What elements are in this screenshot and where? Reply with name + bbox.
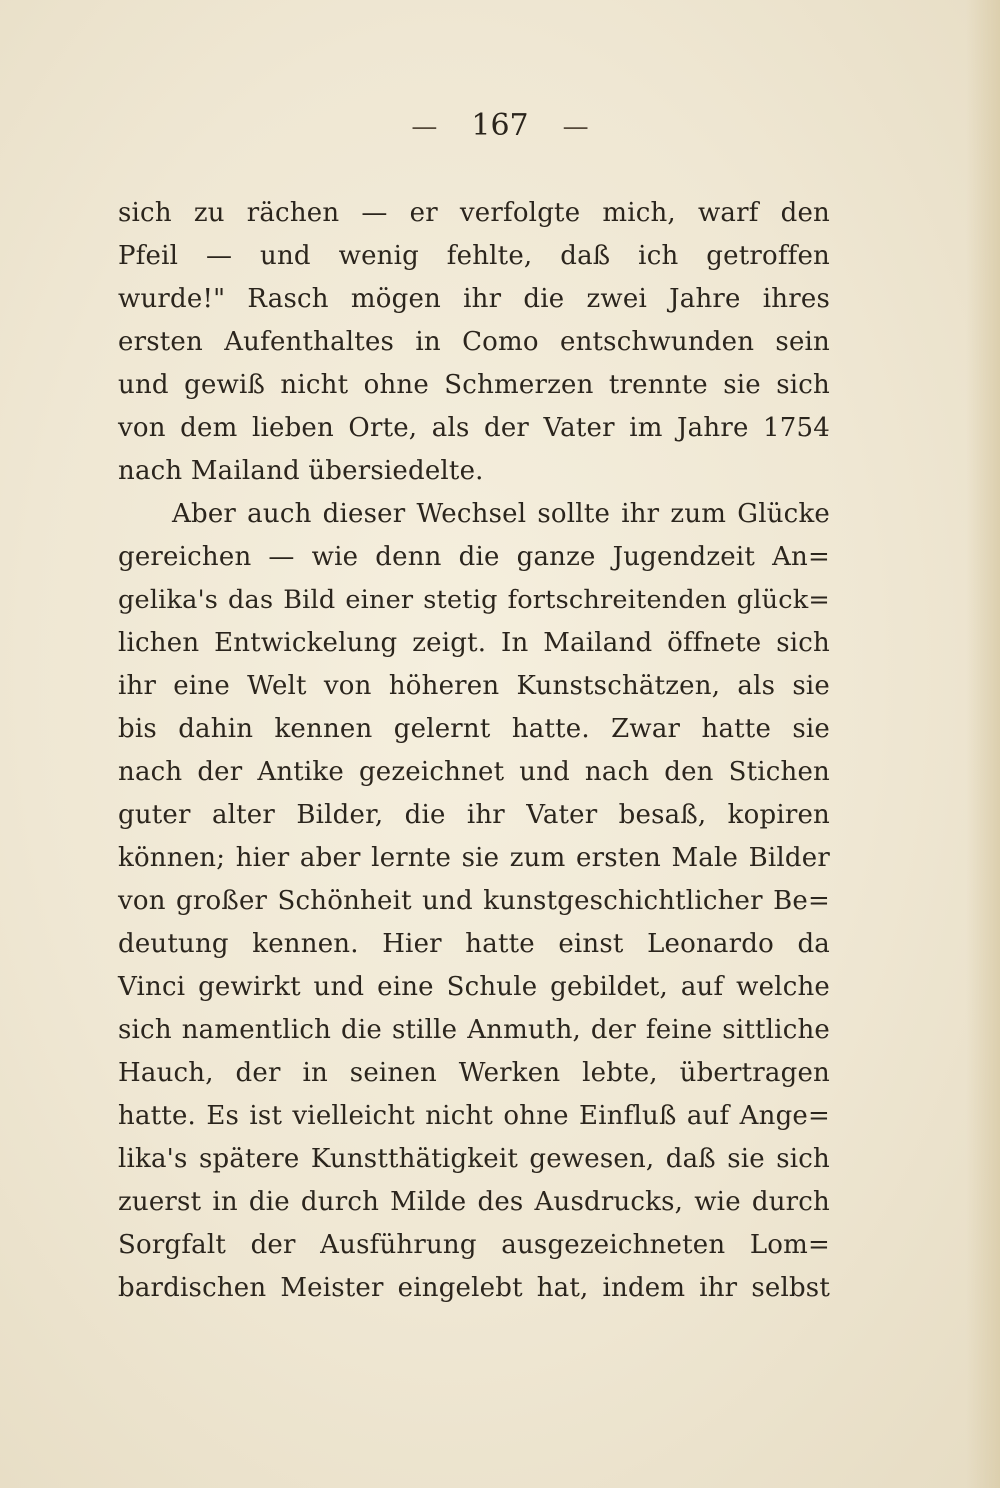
text-line: sich namentlich die stille Anmuth, der feine sittliche bbox=[118, 1015, 830, 1045]
text-line: ersten Aufenthaltes in Como entschwunden sein bbox=[118, 327, 830, 357]
text-line: hatte. Es ist vielleicht nicht ohne Einfluß auf Ange= bbox=[118, 1101, 830, 1131]
text-line: und gewiß nicht ohne Schmerzen trennte sie sich bbox=[118, 370, 830, 400]
text-line: Pfeil — und wenig fehlte, daß ich getroffen bbox=[118, 241, 830, 271]
text-line: lika's spätere Kunstthätigkeit gewesen, daß sie sich bbox=[118, 1144, 830, 1174]
text-line: gelika's das Bild einer stetig fortschreitenden glück= bbox=[118, 585, 830, 615]
text-line: Aber auch dieser Wechsel sollte ihr zum Glücke bbox=[172, 499, 830, 529]
text-line: Hauch, der in seinen Werken lebte, übertragen bbox=[118, 1058, 830, 1088]
text-line: gereichen — wie denn die ganze Jugendzeit An= bbox=[118, 542, 830, 572]
text-line: von dem lieben Orte, als der Vater im Jahre 1754 bbox=[118, 413, 830, 443]
text-line: Sorgfalt der Ausführung ausgezeichneten Lom= bbox=[118, 1230, 830, 1260]
page-header bbox=[0, 104, 1000, 148]
text-line: können; hier aber lernte sie zum ersten Male Bilder bbox=[118, 843, 830, 873]
page-edge-shadow bbox=[966, 0, 1000, 1488]
text-line: ihr eine Welt von höheren Kunstschätzen, als sie bbox=[118, 671, 830, 701]
body-text bbox=[118, 192, 830, 1310]
text-line: nach Mailand übersiedelte. bbox=[118, 456, 484, 486]
text-line: bardischen Meister eingelebt hat, indem ihr selbst bbox=[118, 1273, 830, 1303]
text-line: zuerst in die durch Milde des Ausdrucks, wie durch bbox=[118, 1187, 830, 1217]
header-dash-right: — bbox=[562, 112, 589, 142]
text-line: bis dahin kennen gelernt hatte. Zwar hatte sie bbox=[118, 714, 830, 744]
text-line: von großer Schönheit und kunstgeschichtlicher Be= bbox=[118, 886, 830, 916]
text-line: nach der Antike gezeichnet und nach den Stichen bbox=[118, 757, 830, 787]
text-line: sich zu rächen — er verfolgte mich, warf den bbox=[118, 198, 830, 228]
text-line: lichen Entwickelung zeigt. In Mailand öffnete sich bbox=[118, 628, 830, 658]
text-line: Vinci gewirkt und eine Schule gebildet, auf welche bbox=[118, 972, 830, 1002]
text-line: guter alter Bilder, die ihr Vater besaß, kopiren bbox=[118, 800, 830, 830]
header-dash-left: — bbox=[411, 112, 438, 142]
text-line: wurde!" Rasch mögen ihr die zwei Jahre ihres bbox=[118, 284, 830, 314]
page-number: 167 bbox=[471, 108, 529, 143]
text-line: deutung kennen. Hier hatte einst Leonardo da bbox=[118, 929, 830, 959]
